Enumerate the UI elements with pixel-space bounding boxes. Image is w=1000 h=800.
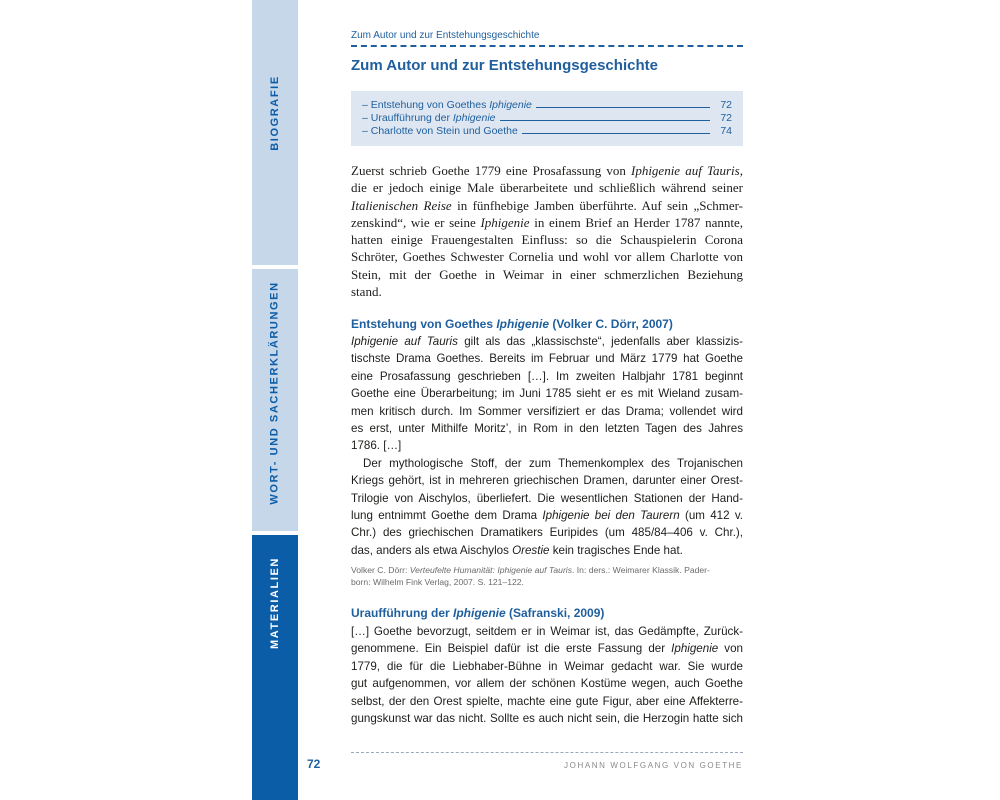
text-line: 1779, die für die Liebhaber-Bühne in Weimar gedacht war. Sie wurde [351,659,743,673]
section-entstehung-body [351,333,743,559]
text-line: Der mythologische Stoff, der zum Themenkomplex des Trojanischen [363,456,743,470]
running-header: Zum Autor und zur Entstehungsgeschichte [351,30,540,41]
toc-entry-label: – Charlotte von Stein und Goethe [362,125,518,137]
text-line: Kriegs gehört, ist in mehreren griechischen Dramen, darunter einer Orest- [351,474,743,488]
intro-paragraph [351,162,743,300]
text-line: eine Prosafassung geschrieben […]. Im zweiten Halbjahr 1781 beginnt [351,369,743,383]
footer-author: JOHANN WOLFGANG VON GOETHE [564,761,743,770]
toc-page-number: 74 [720,125,732,137]
tab-biografie-label: BIOGRAFIE [269,74,282,151]
text-line: Zuerst schrieb Goethe 1779 eine Prosafassung von Iphigenie auf Tauris, [351,163,743,178]
text-line: gut aufgenommen, vor allem der schönen Kostüme wegen, auch Goethe [351,677,743,691]
text-line: hatten einige Frauengestalten Einfluss: so die Schauspielerin Corona [351,232,743,248]
header-divider [351,45,743,47]
toc-leader [536,107,710,108]
text-line: 1786. […] [351,439,402,453]
text-line: men kritisch durch. Im Sommer versifiziert er das Drama; vollendet wird [351,404,743,418]
text-line: die er jedoch einige Male überarbeitete und schließlich während seiner [351,180,743,196]
toc-entry[interactable] [362,111,732,124]
tab-wort-und-sacherklaerungen[interactable] [252,269,298,531]
text-line: Goethe eine Überarbeitung; im Juni 1785 sieht er es mit Wieland zusam- [351,387,743,401]
section-heading-urauffuehrung: Uraufführung der Iphigenie (Safranski, 2009) [351,606,605,620]
text-line: es erst, unter Mithilfe Moritz’, in Rom in den letzten Tagen des Jahres [351,422,743,436]
section-heading-entstehung: Entstehung von Goethes Iphigenie (Volker C. Dörr, 2007) [351,317,673,331]
text-line: das, anders als etwa Aischylos Orestie kein tragisches Ende hat. [351,543,683,557]
tab-biografie[interactable] [252,0,298,265]
text-line: stand. [351,284,382,300]
toc-leader [500,120,711,121]
text-line: lung entnimmt Goethe dem Drama Iphigenie bei den Taurern (um 412 v. [351,509,743,523]
text-line: Stein, mit der Goethe in Weimar in einer schmerzlichen Beziehung [351,266,743,282]
footer-divider [351,752,743,753]
toc-entry-label: – Uraufführung der Iphigenie [362,112,496,124]
text-line: tischste Drama Goethes. Bereits im Februar und März 1779 hat Goethe [351,352,743,366]
source-citation [351,564,743,588]
text-line: Iphigenie auf Tauris gilt als das „klassischste“, jedenfalls aber klassizis- [351,335,743,348]
toc-entry[interactable] [362,98,732,111]
chapter-title: Zum Autor und zur Entstehungsgeschichte [351,57,658,74]
text-line: Chr.) des griechischen Dramatikers Euripides (um 485/84–406 v. Chr.), [351,526,743,540]
toc-page-number: 72 [720,99,732,111]
tab-wort-label: WORT- UND SACHERKLÄRUNGEN [269,281,282,505]
tab-materialien[interactable] [252,535,298,800]
text-line: Italienischen Reise in fünfhebige Jamben überführte. Auf sein „Schmer- [351,197,743,213]
section-urauffuehrung-body [351,623,743,727]
text-line: […] Goethe bevorzugt, seitdem er in Weimar ist, das Gedämpfte, Zurück- [351,625,743,638]
side-tabs [252,0,298,800]
text-line: genommene. Ein Beispiel dafür ist die erste Fassung der Iphigenie von [351,642,743,656]
text-line: gungskunst war das nicht. Sollte es auch nicht sein, die Herzogin hatte sich [351,712,743,726]
text-line: Trilogie von Aischylos, überliefert. Die wesentlichen Stationen der Hand- [351,491,743,505]
text-line: zenskind“, wie er seine Iphigenie in einem Brief an Herder 1787 nannte, [351,214,743,230]
citation-line: Volker C. Dörr: Verteufelte Humanität: Iphigenie auf Tauris. In: ders.: Weimarer Klassik. Pader- [351,565,710,575]
page-number: 72 [307,757,321,771]
tab-materialien-label: MATERIALIEN [269,556,282,649]
toc-page-number: 72 [720,112,732,124]
text-line: selbst, der den Orest spielte, machte eine gute Figur, aber eine Affekterre- [351,694,743,708]
toc-entry-label: – Entstehung von Goethes Iphigenie [362,99,532,111]
toc-leader [522,133,710,134]
text-line: Schröter, Goethes Schwester Cornelia und wohl vor allem Charlotte von [351,249,743,265]
citation-line: born: Wilhelm Fink Verlag, 2007. S. 121–122. [351,577,524,587]
toc-box [351,91,743,146]
toc-entry[interactable] [362,124,732,137]
